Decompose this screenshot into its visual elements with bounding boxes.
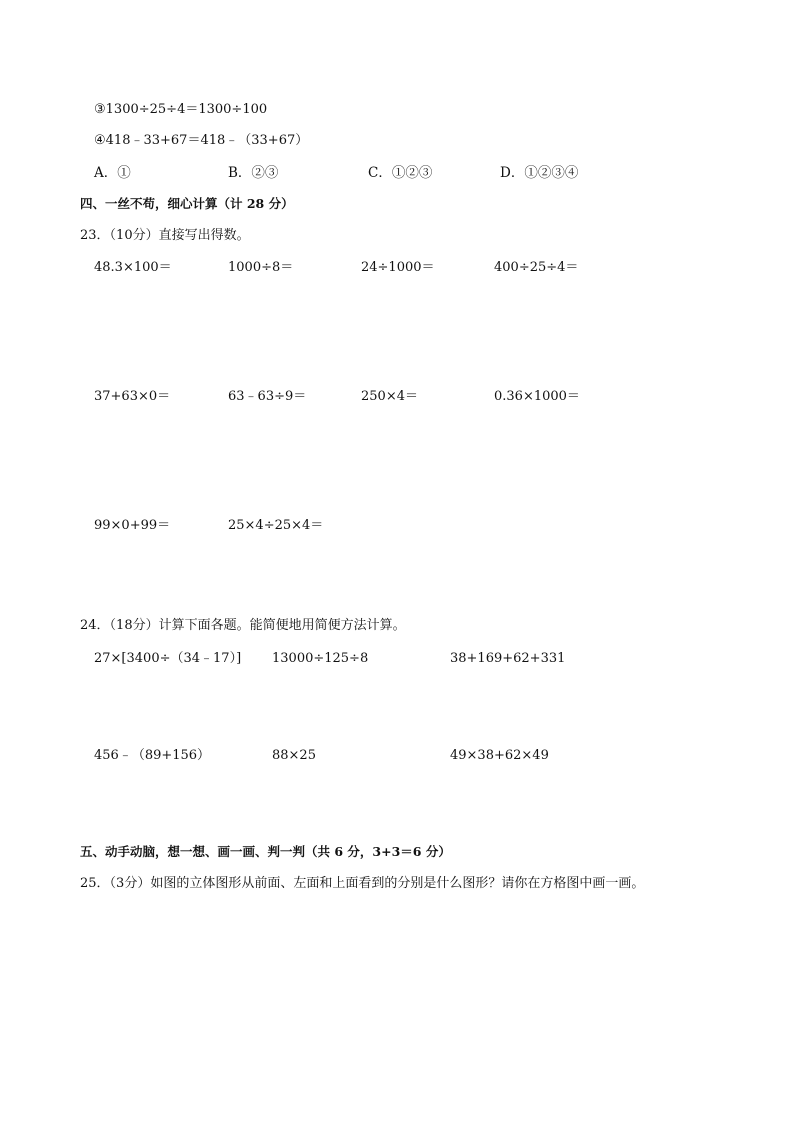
q22-statement-3: ③1300÷25÷4＝1300÷100: [94, 102, 268, 117]
q23-problem: 1000÷8＝: [228, 260, 294, 275]
q23-problem: 24÷1000＝: [361, 260, 435, 275]
q23-problem: 400÷25÷4＝: [494, 260, 579, 275]
q25-title: 25．（3分）如图的立体图形从前面、左面和上面看到的分别是什么图形？请你在方格图中画一画。: [80, 876, 645, 891]
q24-title: 24．（18分）计算下面各题。能简便地用简便方法计算。: [80, 618, 406, 633]
q23-problem: 0.36×1000＝: [494, 389, 580, 404]
section-5-heading: 五、动手动脑，想一想、画一画、判一判（共 6 分，3+3＝6 分）: [80, 844, 451, 859]
q23-problem: 25×4÷25×4＝: [228, 518, 324, 533]
q24-problem: 27×[3400÷（34﹣17）]: [94, 651, 242, 666]
q24-problem: 38+169+62+331: [450, 651, 566, 666]
q22-option-b: B．②③: [228, 165, 279, 181]
q22-statement-4: ④418﹣33+67＝418﹣（33+67）: [94, 133, 309, 148]
q23-problem: 99×0+99＝: [94, 518, 171, 533]
q24-problem: 456﹣（89+156）: [94, 748, 211, 763]
q23-problem: 250×4＝: [361, 389, 418, 404]
q24-problem: 88×25: [272, 748, 316, 763]
q23-problem: 63﹣63÷9＝: [228, 389, 307, 404]
q24-problem: 13000÷125÷8: [272, 651, 369, 666]
q22-option-c: C．①②③: [368, 165, 433, 181]
q24-problem: 49×38+62×49: [450, 748, 549, 763]
q22-option-a: A．①: [94, 165, 131, 181]
q23-title: 23．（10分）直接写出得数。: [80, 228, 250, 243]
q22-option-d: D．①②③④: [500, 165, 579, 181]
section-4-heading: 四、一丝不苟，细心计算（计 28 分）: [80, 196, 294, 211]
q23-problem: 37+63×0＝: [94, 389, 171, 404]
q23-problem: 48.3×100＝: [94, 260, 172, 275]
